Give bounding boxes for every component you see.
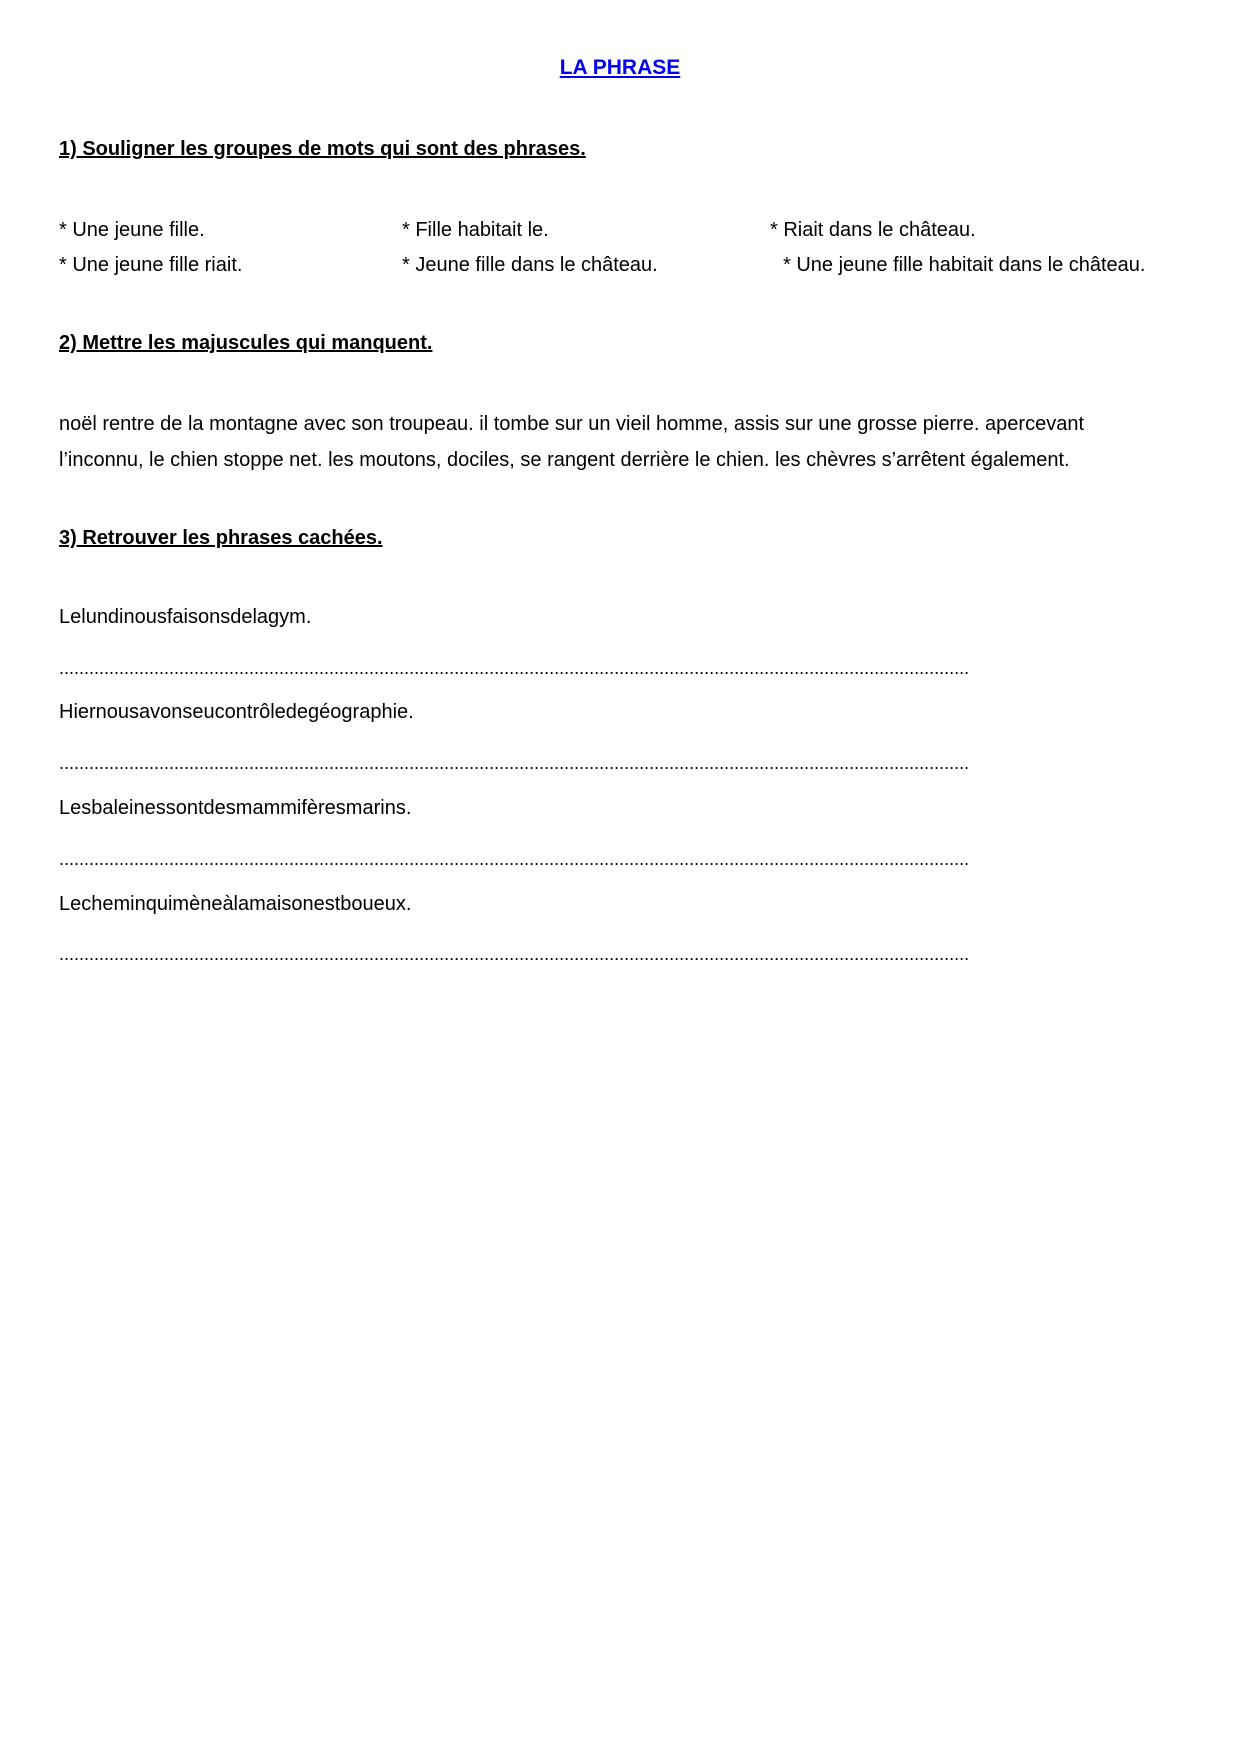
text-line: noël rentre de la montagne avec son troupeau. il tombe sur un vieil homme, assis sur une grosse pierre. apercevant — [59, 413, 1084, 435]
section-2-heading: 2) Mettre les majuscules qui manquent. — [59, 332, 433, 354]
phrase-option: * Riait dans le château. — [770, 219, 976, 241]
phrase-option: * Une jeune fille riait. — [59, 254, 243, 276]
answer-line: ...................................................................................................................................................................................... — [59, 658, 970, 678]
hidden-phrase: Lesbaleinessontdesmammifèresmarins. — [59, 797, 412, 819]
answer-line: ...................................................................................................................................................................................... — [59, 849, 970, 869]
hidden-phrase: Lelundinousfaisonsdelagym. — [59, 606, 312, 628]
hidden-phrase: Hiernousavonseucontrôledegéographie. — [59, 701, 414, 723]
phrase-option: * Une jeune fille. — [59, 219, 205, 241]
answer-line: ...................................................................................................................................................................................... — [59, 944, 970, 964]
phrase-option: * Jeune fille dans le château. — [402, 254, 658, 276]
text-line: l’inconnu, le chien stoppe net. les moutons, dociles, se rangent derrière le chien. les chèvres s’arrêtent également. — [59, 449, 1070, 471]
answer-line: ...................................................................................................................................................................................... — [59, 753, 970, 773]
phrase-option: * Fille habitait le. — [402, 219, 549, 241]
page-title: LA PHRASE — [559, 56, 681, 79]
section-3-heading: 3) Retrouver les phrases cachées. — [59, 527, 383, 549]
hidden-phrase: Lecheminquimèneàlamaisonestboueux. — [59, 893, 412, 915]
section-1-heading: 1) Souligner les groupes de mots qui sont des phrases. — [59, 138, 586, 160]
phrase-option: * Une jeune fille habitait dans le château. — [783, 254, 1146, 276]
